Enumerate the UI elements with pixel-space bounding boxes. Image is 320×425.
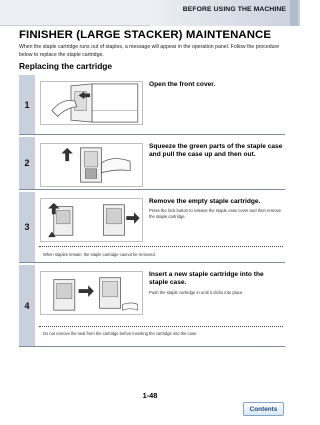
step-description: Push the staple cartridge in until it clicks into place. xyxy=(149,289,244,295)
step-description: Press the lock button to release the staple case cover and then remove the staple cartridge. xyxy=(149,208,281,220)
note-divider xyxy=(39,246,283,247)
page-title: FINISHER (LARGE STACKER) MAINTENANCE xyxy=(19,29,272,41)
staple-case-illustration xyxy=(40,143,143,187)
step-heading: Open the front cover. xyxy=(149,81,216,88)
section-header: BEFORE USING THE MACHINE xyxy=(182,6,286,13)
front-cover-drawing xyxy=(41,82,142,124)
page-number: 1-48 xyxy=(142,391,158,400)
step-heading: Squeeze the green parts of the staple case and pull the case up and then out. xyxy=(149,143,283,159)
step-text xyxy=(149,81,283,89)
step-number: 4 xyxy=(19,265,35,346)
step-number: 3 xyxy=(19,192,35,262)
section-title: Replacing the cartridge xyxy=(19,61,113,71)
contents-button[interactable]: Contents xyxy=(243,402,284,416)
empty-cartridge-drawing xyxy=(41,199,142,241)
step-heading: Remove the empty staple cartridge. xyxy=(149,198,261,205)
step-note: Do not remove the seal from the cartridge before inserting the cartridge into the case. xyxy=(43,331,198,336)
step-number: 1 xyxy=(19,75,35,134)
new-cartridge-drawing xyxy=(41,272,142,314)
step-4 xyxy=(19,265,285,347)
staple-case-drawing xyxy=(41,144,142,186)
step-2 xyxy=(19,137,285,190)
header-mark xyxy=(290,0,298,26)
new-cartridge-illustration xyxy=(40,271,143,315)
step-number: 2 xyxy=(19,137,35,189)
step-text xyxy=(149,198,283,220)
intro-text: When the staple cartridge runs out of staples, a message will appear in the operation panel. Follow the procedure below to replace the staple cartridge. xyxy=(19,44,280,58)
step-1 xyxy=(19,75,285,135)
step-3 xyxy=(19,192,285,263)
step-text xyxy=(149,271,283,296)
header-bar xyxy=(0,0,300,26)
step-heading: Insert a new staple cartridge into the staple case. xyxy=(149,271,264,287)
front-cover-illustration xyxy=(40,81,143,125)
step-note: When staples remain, the staple cartridge cannot be removed. xyxy=(43,252,156,257)
note-divider xyxy=(39,326,283,327)
header-band xyxy=(150,0,300,26)
empty-cartridge-illustration xyxy=(40,198,143,242)
step-text xyxy=(149,143,283,160)
